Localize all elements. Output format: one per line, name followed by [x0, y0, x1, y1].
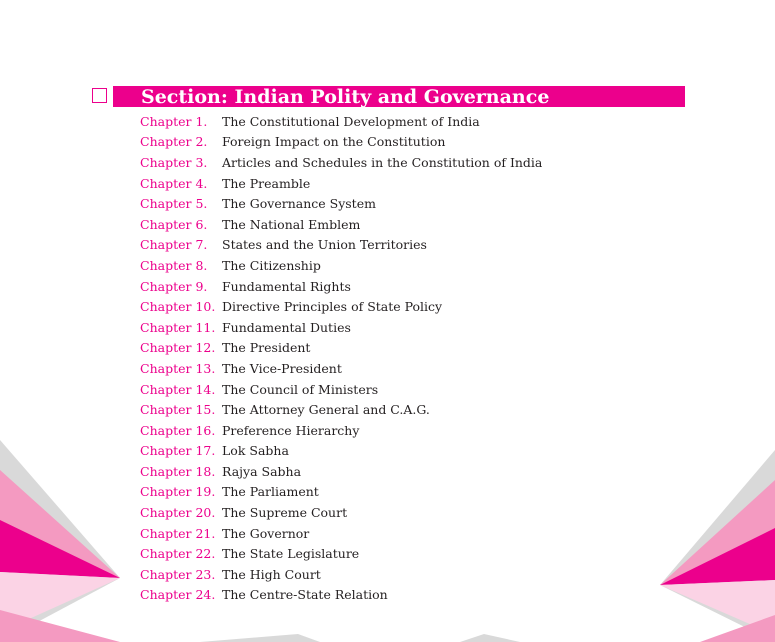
- chapter-row[interactable]: [140, 482, 542, 503]
- chapter-row[interactable]: [140, 111, 542, 132]
- chapter-row[interactable]: [140, 214, 542, 235]
- chapter-title: The Preamble: [222, 175, 311, 191]
- chapter-title: The National Emblem: [222, 216, 361, 232]
- chapter-title: The Vice-President: [222, 360, 342, 376]
- chapter-number: Chapter 7.: [140, 237, 208, 253]
- chapter-row[interactable]: [140, 276, 542, 297]
- chapter-title: The Governor: [222, 525, 310, 541]
- chapter-row[interactable]: [140, 441, 542, 462]
- chapter-number: Chapter 1.: [140, 113, 208, 129]
- chapter-number: Chapter 17.: [140, 443, 216, 459]
- chapter-number: Chapter 5.: [140, 196, 208, 212]
- chapter-row[interactable]: [140, 543, 542, 564]
- chapter-number: Chapter 11.: [140, 319, 216, 335]
- chapter-title: Fundamental Rights: [222, 278, 351, 294]
- chapter-title: Directive Principles of State Policy: [222, 299, 443, 315]
- chapter-row[interactable]: [140, 564, 542, 585]
- chapter-number: Chapter 8.: [140, 257, 208, 273]
- chapter-number: Chapter 19.: [140, 484, 216, 500]
- chapter-title: Lok Sabha: [222, 443, 289, 459]
- chapter-number: Chapter 15.: [140, 402, 216, 418]
- chapter-row[interactable]: [140, 585, 542, 606]
- chapter-row[interactable]: [140, 338, 542, 359]
- chapter-number: Chapter 3.: [140, 154, 208, 170]
- chapter-title: The Supreme Court: [222, 505, 348, 521]
- chapter-title: The Parliament: [222, 484, 319, 500]
- chapter-row[interactable]: [140, 173, 542, 194]
- chapter-number: Chapter 21.: [140, 525, 216, 541]
- chapter-number: Chapter 13.: [140, 360, 216, 376]
- section-header: [88, 86, 685, 107]
- chapter-row[interactable]: [140, 255, 542, 276]
- chapter-row[interactable]: [140, 379, 542, 400]
- chapter-title: Articles and Schedules in the Constitution of India: [222, 154, 543, 170]
- chapter-row[interactable]: [140, 523, 542, 544]
- chapter-title: The Citizenship: [222, 257, 321, 273]
- chapter-number: Chapter 18.: [140, 463, 216, 479]
- chapter-number: Chapter 24.: [140, 587, 216, 603]
- chapter-number: Chapter 16.: [140, 422, 216, 438]
- chapter-title: The Council of Ministers: [222, 381, 379, 397]
- chapter-row[interactable]: [140, 461, 542, 482]
- chapter-title: Rajya Sabha: [222, 463, 302, 479]
- chapter-title: States and the Union Territories: [222, 237, 427, 253]
- chapter-row[interactable]: [140, 132, 542, 153]
- chapter-row[interactable]: [140, 502, 542, 523]
- chapter-row[interactable]: [140, 317, 542, 338]
- chapter-row[interactable]: [140, 152, 542, 173]
- chapter-row[interactable]: [140, 296, 542, 317]
- chapter-number: Chapter 23.: [140, 566, 216, 582]
- chapter-title: The Governance System: [222, 196, 376, 212]
- chapter-title: The President: [222, 340, 311, 356]
- chapter-number: Chapter 14.: [140, 381, 216, 397]
- chapter-row[interactable]: [140, 235, 542, 256]
- chapter-title: The Centre-State Relation: [222, 587, 388, 603]
- section-title: Section: Indian Polity and Governance: [141, 86, 550, 108]
- chapter-number: Chapter 9.: [140, 278, 208, 294]
- section-marker-box: [92, 88, 107, 103]
- chapter-number: Chapter 4.: [140, 175, 208, 191]
- chapter-number: Chapter 20.: [140, 505, 216, 521]
- chapter-row[interactable]: [140, 358, 542, 379]
- chapter-list: [140, 111, 542, 605]
- chapter-title: The State Legislature: [222, 546, 360, 562]
- bottom-gray-peaks: [200, 634, 520, 642]
- chapter-title: The High Court: [222, 566, 321, 582]
- chapter-number: Chapter 12.: [140, 340, 216, 356]
- chapter-row[interactable]: [140, 193, 542, 214]
- chapter-title: Foreign Impact on the Constitution: [222, 134, 446, 150]
- chapter-row[interactable]: [140, 420, 542, 441]
- chapter-row[interactable]: [140, 399, 542, 420]
- chapter-number: Chapter 6.: [140, 216, 208, 232]
- chapter-title: The Attorney General and C.A.G.: [222, 402, 430, 418]
- chapter-title: Fundamental Duties: [222, 319, 351, 335]
- chapter-number: Chapter 22.: [140, 546, 216, 562]
- chapter-title: The Constitutional Development of India: [222, 113, 480, 129]
- chapter-number: Chapter 10.: [140, 299, 216, 315]
- chapter-title: Preference Hierarchy: [222, 422, 360, 438]
- chapter-number: Chapter 2.: [140, 134, 208, 150]
